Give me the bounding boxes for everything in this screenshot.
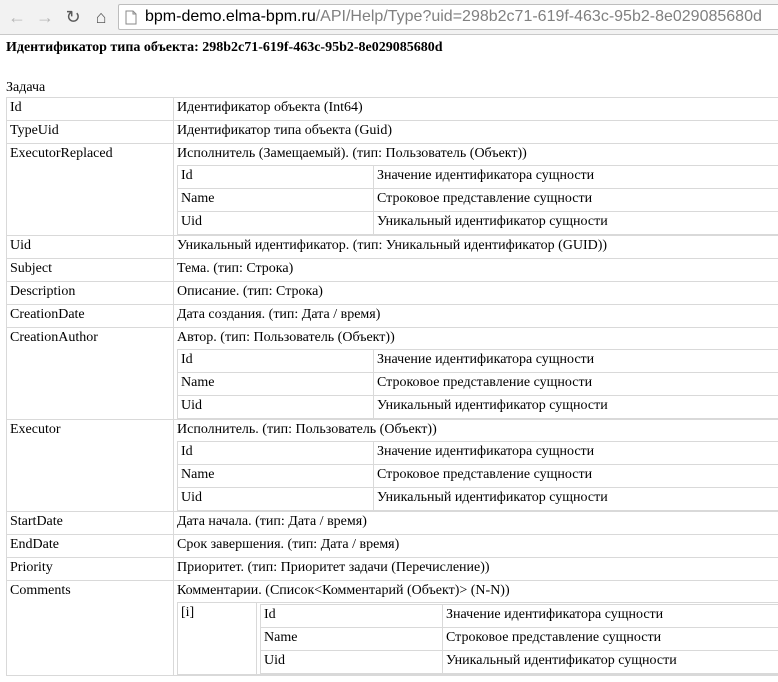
prop-name: CreationDate xyxy=(7,305,174,328)
sub-row xyxy=(261,628,778,651)
list-item xyxy=(178,603,778,675)
prop-name: CreationAuthor xyxy=(7,328,174,420)
url-host: bpm-demo.elma-bpm.ru xyxy=(145,8,316,25)
sub-row xyxy=(178,350,778,373)
page-title: Идентификатор типа объекта: 298b2c71-619f-463c-95b2-8e029085680d xyxy=(6,40,443,55)
table-row xyxy=(7,98,778,121)
table-row xyxy=(7,558,778,581)
table-row xyxy=(7,282,778,305)
table-row xyxy=(7,236,778,259)
prop-name: Uid xyxy=(7,236,174,259)
table-row xyxy=(7,581,778,676)
sub-name: Name xyxy=(261,628,443,651)
sub-name: Uid xyxy=(178,396,374,419)
sub-row xyxy=(178,488,778,511)
sub-table xyxy=(177,165,778,235)
prop-cell xyxy=(174,420,778,512)
prop-desc: Исполнитель. (тип: Пользователь (Объект)) xyxy=(177,422,437,437)
sub-row xyxy=(178,166,778,189)
prop-name: Executor xyxy=(7,420,174,512)
sub-name: Id xyxy=(178,350,374,373)
prop-desc: Идентификатор типа объекта (Guid) xyxy=(174,121,778,144)
sub-row xyxy=(178,189,778,212)
sub-row xyxy=(178,465,778,488)
prop-desc: Автор. (тип: Пользователь (Объект)) xyxy=(177,330,395,345)
sub-table xyxy=(177,349,778,419)
sub-desc: Значение идентификатора сущности xyxy=(374,442,778,465)
sub-name: Id xyxy=(178,442,374,465)
sub-name: Id xyxy=(178,166,374,189)
forward-arrow-icon[interactable]: → xyxy=(36,7,54,27)
prop-name: Comments xyxy=(7,581,174,676)
list-index: [i] xyxy=(178,603,257,675)
prop-desc: Тема. (тип: Строка) xyxy=(174,259,778,282)
prop-cell xyxy=(174,144,778,236)
sub-row xyxy=(178,396,778,419)
sub-row xyxy=(178,373,778,396)
prop-name: EndDate xyxy=(7,535,174,558)
prop-cell xyxy=(174,328,778,420)
home-icon[interactable]: ⌂ xyxy=(95,7,107,27)
prop-desc: Идентификатор объекта (Int64) xyxy=(174,98,778,121)
sub-desc: Строковое представление сущности xyxy=(374,465,778,488)
sub-desc: Строковое представление сущности xyxy=(443,628,778,651)
table-row xyxy=(7,305,778,328)
prop-name: Id xyxy=(7,98,174,121)
sub-row xyxy=(261,605,778,628)
sub-desc: Значение идентификатора сущности xyxy=(443,605,778,628)
prop-name: TypeUid xyxy=(7,121,174,144)
prop-name: Priority xyxy=(7,558,174,581)
sub-desc: Строковое представление сущности xyxy=(374,373,778,396)
sub-name: Name xyxy=(178,373,374,396)
list-cell xyxy=(257,603,778,675)
properties-table xyxy=(6,97,778,676)
sub-desc: Уникальный идентификатор сущности xyxy=(443,651,778,674)
prop-desc: Срок завершения. (тип: Дата / время) xyxy=(174,535,778,558)
reload-icon[interactable]: ↻ xyxy=(65,7,81,27)
table-row xyxy=(7,512,778,535)
sub-row xyxy=(178,212,778,235)
sub-desc: Строковое представление сущности xyxy=(374,189,778,212)
address-bar[interactable] xyxy=(118,4,778,30)
table-row xyxy=(7,144,778,236)
sub-table xyxy=(260,604,778,674)
sub-table xyxy=(177,441,778,511)
list-table xyxy=(177,602,778,675)
sub-desc: Уникальный идентификатор сущности xyxy=(374,212,778,235)
prop-name: Subject xyxy=(7,259,174,282)
prop-name: ExecutorReplaced xyxy=(7,144,174,236)
sub-desc: Уникальный идентификатор сущности xyxy=(374,488,778,511)
table-row xyxy=(7,420,778,512)
prop-desc: Исполнитель (Замещаемый). (тип: Пользователь (Объект)) xyxy=(177,146,527,161)
prop-desc: Приоритет. (тип: Приоритет задачи (Перечисление)) xyxy=(174,558,778,581)
prop-desc: Дата создания. (тип: Дата / время) xyxy=(174,305,778,328)
back-arrow-icon[interactable]: ← xyxy=(8,7,26,27)
type-name: Задача xyxy=(6,80,46,95)
table-row xyxy=(7,121,778,144)
sub-row xyxy=(261,651,778,674)
table-row xyxy=(7,259,778,282)
sub-desc: Уникальный идентификатор сущности xyxy=(374,396,778,419)
table-row xyxy=(7,535,778,558)
sub-name: Name xyxy=(178,465,374,488)
sub-row xyxy=(178,442,778,465)
prop-desc: Комментарии. (Список<Комментарий (Объект)> (N-N)) xyxy=(177,583,510,598)
prop-desc: Описание. (тип: Строка) xyxy=(174,282,778,305)
prop-desc: Дата начала. (тип: Дата / время) xyxy=(174,512,778,535)
prop-desc: Уникальный идентификатор. (тип: Уникальный идентификатор (GUID)) xyxy=(174,236,778,259)
sub-name: Uid xyxy=(261,651,443,674)
sub-name: Uid xyxy=(178,212,374,235)
prop-name: StartDate xyxy=(7,512,174,535)
sub-desc: Значение идентификатора сущности xyxy=(374,350,778,373)
table-row xyxy=(7,328,778,420)
sub-desc: Значение идентификатора сущности xyxy=(374,166,778,189)
prop-name: Description xyxy=(7,282,174,305)
url-text[interactable] xyxy=(145,8,762,26)
sub-name: Uid xyxy=(178,488,374,511)
browser-toolbar xyxy=(0,0,778,35)
url-path: /API/Help/Type?uid=298b2c71-619f-463c-95b2-8e029085680d xyxy=(315,8,762,25)
page-icon xyxy=(125,10,137,25)
prop-cell xyxy=(174,581,778,676)
sub-name: Id xyxy=(261,605,443,628)
sub-name: Name xyxy=(178,189,374,212)
